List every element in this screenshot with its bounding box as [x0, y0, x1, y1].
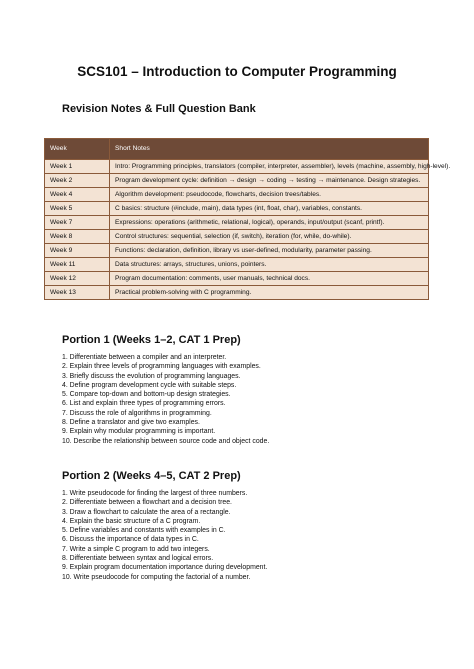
table-row [45, 258, 429, 272]
short-notes-cell: Program development cycle: definition → design → coding → testing → maintenance. Design strategies. [110, 174, 429, 188]
question-item: 3. Draw a flowchart to calculate the area of a rectangle. [62, 508, 231, 516]
question-item: 8. Define a translator and give two examples. [62, 419, 200, 427]
question-item: 2. Explain three levels of programming languages with examples. [62, 363, 261, 371]
question-item: 10. Describe the relationship between source code and object code. [62, 437, 270, 445]
document-title: SCS101 – Introduction to Computer Programming [77, 64, 397, 79]
week-cell: Week 7 [45, 216, 110, 230]
week-cell: Week 8 [45, 230, 110, 244]
short-notes-cell: C basics: structure (#include, main), data types (int, float, char), variables, constants. [110, 202, 429, 216]
document-subtitle: Revision Notes & Full Question Bank [62, 103, 256, 115]
question-item: 3. Briefly discuss the evolution of programming languages. [62, 372, 241, 380]
week-cell: Week 1 [45, 160, 110, 174]
week-cell: Week 13 [45, 286, 110, 300]
question-item: 1. Write pseudocode for finding the largest of three numbers. [62, 490, 248, 497]
column-header-short-notes: Short Notes [110, 139, 429, 160]
question-item: 7. Write a simple C program to add two integers. [62, 545, 210, 553]
portion-1-question-list [62, 353, 452, 446]
short-notes-cell: Data structures: arrays, structures, unions, pointers. [110, 258, 429, 272]
week-cell: Week 2 [45, 174, 110, 188]
question-item: 9. Explain program documentation importance during development. [62, 564, 268, 572]
table-row [45, 230, 429, 244]
week-cell: Week 5 [45, 202, 110, 216]
question-item: 9. Explain why modular programming is important. [62, 428, 216, 436]
week-cell: Week 9 [45, 244, 110, 258]
question-item: 1. Differentiate between a compiler and an interpreter. [62, 354, 227, 361]
question-item: 10. Write pseudocode for computing the factorial of a number. [62, 573, 251, 581]
table-row [45, 244, 429, 258]
question-item: 2. Differentiate between a flowchart and a decision tree. [62, 499, 232, 507]
table-header-row [45, 139, 429, 160]
short-notes-cell: Control structures: sequential, selection (if, switch), iteration (for, while, do-while). [110, 230, 429, 244]
short-notes-cell: Expressions: operations (arithmetic, relational, logical), operands, input/output (scanf, printf). [110, 216, 429, 230]
question-item: 7. Discuss the role of algorithms in programming. [62, 409, 212, 417]
table-row [45, 188, 429, 202]
short-notes-cell: Intro: Programming principles, translators (compiler, interpreter, assembler), levels (machine, assembly, high-level). [110, 160, 429, 174]
table-body [45, 160, 451, 300]
short-notes-cell: Program documentation: comments, user manuals, technical docs. [110, 272, 429, 286]
question-item: 5. Compare top-down and bottom-up design strategies. [62, 391, 231, 399]
table-row [45, 202, 429, 216]
table-row [45, 272, 429, 286]
question-item: 4. Explain the basic structure of a C program. [62, 517, 201, 525]
table-row [45, 160, 429, 174]
column-header-week: Week [45, 139, 110, 160]
question-item: 4. Define program development cycle with suitable steps. [62, 381, 237, 389]
question-item: 6. List and explain three types of programming errors. [62, 400, 226, 408]
week-cell: Week 12 [45, 272, 110, 286]
short-notes-cell: Algorithm development: pseudocode, flowcharts, decision trees/tables. [110, 188, 429, 202]
week-cell: Week 4 [45, 188, 110, 202]
table-row [45, 216, 429, 230]
portion-2-heading: Portion 2 (Weeks 4–5, CAT 2 Prep) [62, 470, 241, 482]
question-item: 5. Define variables and constants with examples in C. [62, 527, 226, 535]
question-item: 8. Differentiate between syntax and logical errors. [62, 555, 214, 563]
question-item: 6. Discuss the importance of data types in C. [62, 536, 199, 544]
portion-2-question-list [62, 489, 452, 582]
portion-1-heading: Portion 1 (Weeks 1–2, CAT 1 Prep) [62, 334, 241, 346]
table-row [45, 174, 429, 188]
short-notes-cell: Practical problem-solving with C programming. [110, 286, 429, 300]
revision-notes-table [44, 138, 451, 300]
short-notes-cell: Functions: declaration, definition, library vs user-defined, modularity, parameter passing. [110, 244, 429, 258]
table-row [45, 286, 429, 300]
week-cell: Week 11 [45, 258, 110, 272]
